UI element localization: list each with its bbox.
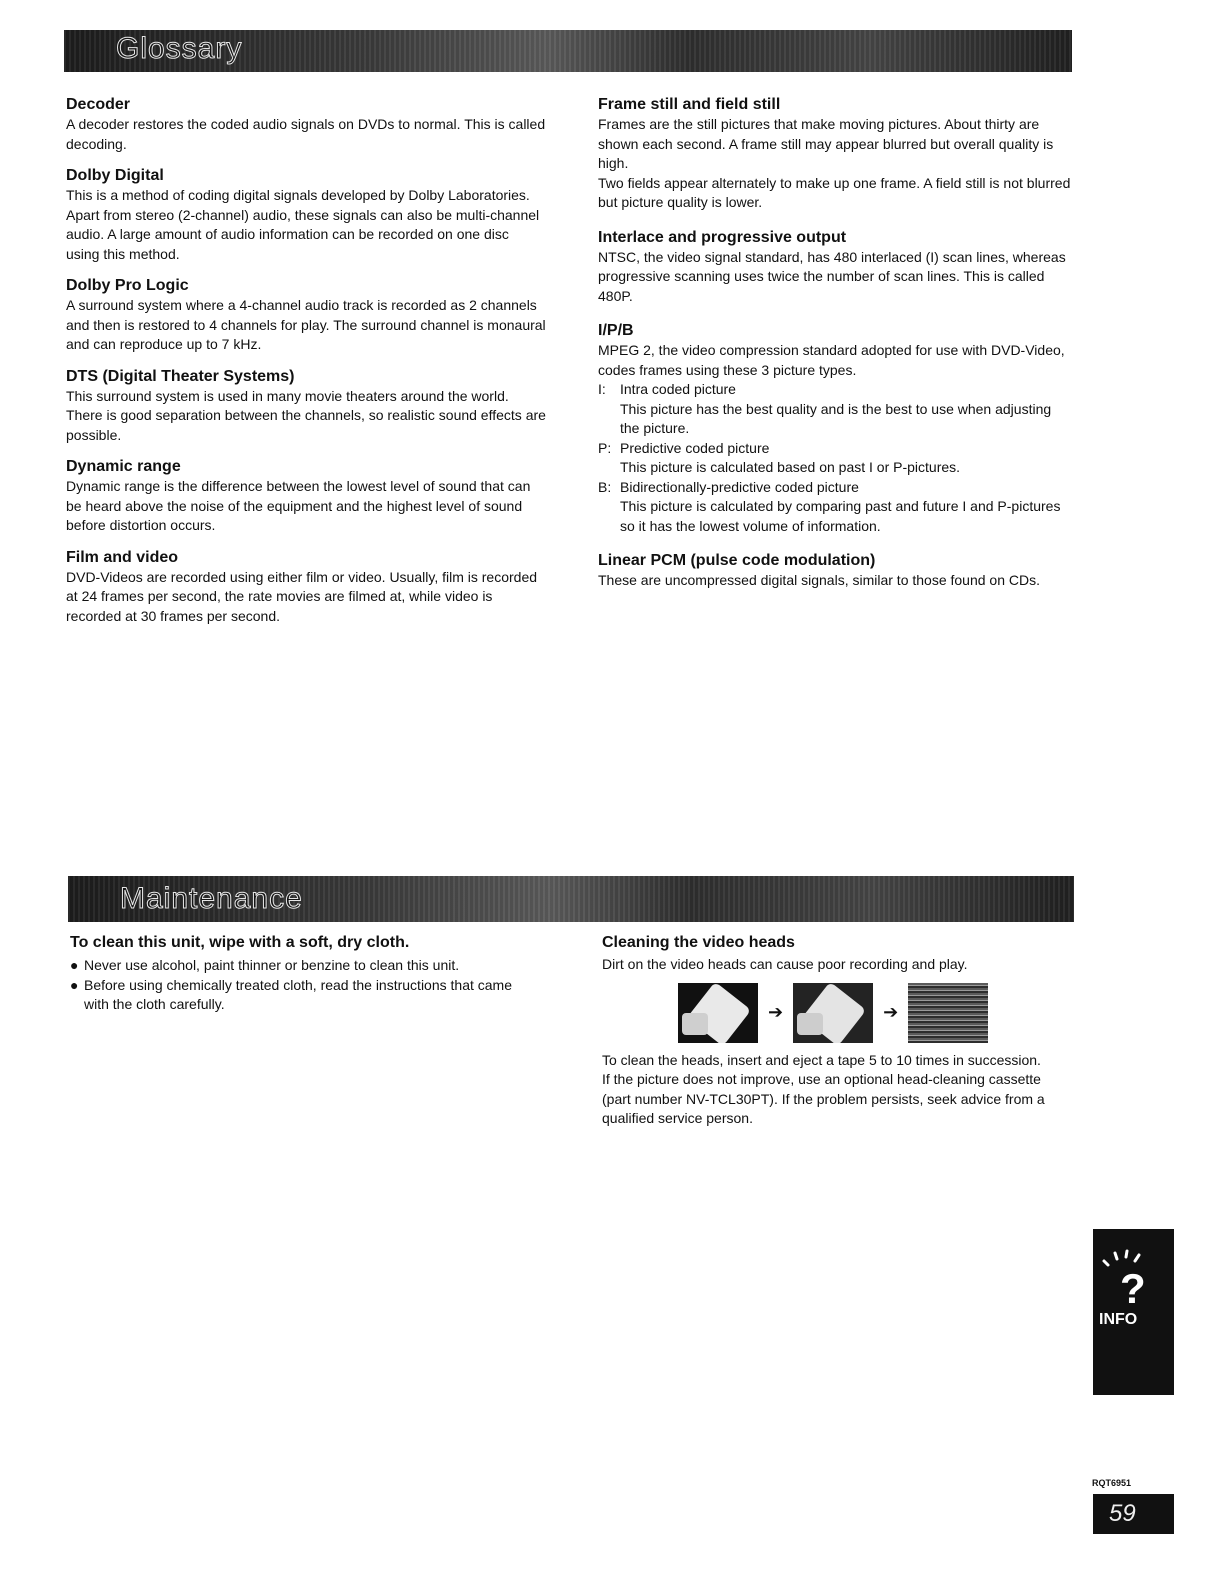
noisy-picture-image xyxy=(908,983,988,1043)
entry-definition: A decoder restores the coded audio signals on DVDs to normal. This is called decoding. xyxy=(66,116,546,152)
entry-definition: A surround system where a 4-channel audio track is recorded as 2 channels and then is restored to 4 channels for play. The surround channel is monaural and can reproduce up to 7 kHz. xyxy=(66,297,546,352)
entry-definition: This is a method of coding digital signals developed by Dolby Laboratories. Apart from stereo (2-channel) audio, these signals can also be multi-channel audio. A large amount of audio information can be recorded on one disc using this method. xyxy=(66,187,540,262)
bullet-icon: ● xyxy=(70,976,79,993)
degraded-picture-image xyxy=(793,983,873,1043)
entry-term: Frame still and field still xyxy=(598,96,781,113)
glossary-entry-dolby-digital xyxy=(66,166,546,264)
ipb-key: B: xyxy=(598,478,612,495)
glossary-entry-film-and-video xyxy=(66,548,546,627)
entry-definition: This surround system is used in many movie theaters around the world. There is good separation between the channels, so realistic sound effects are possible. xyxy=(66,387,546,443)
ipb-name: Intra coded picture xyxy=(620,381,736,397)
question-mark-icon xyxy=(1093,1237,1174,1317)
glossary-entry-linear-pcm xyxy=(598,551,1074,591)
video-heads-intro: Dirt on the video heads can cause poor recording and play. xyxy=(602,956,968,972)
clean-unit-bullet: ● Never use alcohol, paint thinner or benzine to clean this unit. xyxy=(70,956,540,976)
maintenance-banner xyxy=(68,876,1074,922)
entry-term: DTS (Digital Theater Systems) xyxy=(66,367,295,385)
glossary-entry-decoder xyxy=(66,95,546,154)
clean-unit-bullet: ● Before using chemically treated cloth, read the instructions that came with the cloth carefully. xyxy=(70,976,512,1012)
glossary-entry-dolby-pro-logic xyxy=(66,276,546,355)
clear-picture-image xyxy=(678,983,758,1043)
glossary-right-column xyxy=(598,95,1074,591)
ipb-item-b xyxy=(598,478,1074,537)
ipb-key: P: xyxy=(598,439,612,456)
entry-term: Linear PCM (pulse code modulation) xyxy=(598,552,876,569)
entry-definition: Dynamic range is the difference between the lowest level of sound that can be heard above the noise of the equipment and the highest level of sound before distortion occurs. xyxy=(66,478,531,533)
arrow-right-icon: ➔ xyxy=(883,1002,899,1022)
glossary-banner xyxy=(64,30,1072,72)
entry-term: Dolby Pro Logic xyxy=(66,277,189,294)
entry-definition: NTSC, the video signal standard, has 480 interlaced (I) scan lines, whereas progressive scanning uses twice the number of scan lines. This is called 480P. xyxy=(598,248,1066,304)
glossary-entry-interlace xyxy=(598,228,1074,307)
entry-term: Film and video xyxy=(66,548,179,566)
ipb-name: Bidirectionally-predictive coded picture xyxy=(620,478,859,495)
info-label: INFO xyxy=(1099,1311,1138,1328)
ipb-item-p xyxy=(598,439,1074,478)
svg-text:?: ? xyxy=(1120,1265,1146,1312)
maintenance-title: Maintenance xyxy=(120,882,303,915)
video-heads-heading: Cleaning the video heads xyxy=(602,934,795,951)
info-side-tab xyxy=(1093,1229,1174,1395)
entry-term: Dolby Digital xyxy=(66,167,164,184)
glossary-title: Glossary xyxy=(116,32,243,65)
ipb-key: I: xyxy=(598,381,606,397)
maintenance-right-column xyxy=(602,933,1072,1129)
ipb-desc: This picture is calculated by comparing past and future I and P-pictures so it has the lowest volume of information. xyxy=(620,498,1061,534)
glossary-left-column xyxy=(66,95,546,626)
picture-quality-illustration xyxy=(678,983,1072,1043)
entry-definition: MPEG 2, the video compression standard adopted for use with DVD-Video, codes frames using these 3 picture types. xyxy=(598,342,1065,378)
glossary-entry-frame-still xyxy=(598,95,1074,213)
entry-term: Interlace and progressive output xyxy=(598,228,847,246)
entry-definition-2: Two fields appear alternately to make up one frame. A field still is not blurred but picture quality is lower. xyxy=(598,174,1071,210)
page-number: 59 xyxy=(1093,1494,1174,1534)
glossary-entry-dynamic-range xyxy=(66,457,546,536)
glossary-entry-ipb xyxy=(598,321,1074,536)
video-heads-para-1: To clean the heads, insert and eject a tape 5 to 10 times in succession. xyxy=(602,1051,1041,1068)
glossary-entry-dts xyxy=(66,367,546,446)
ipb-item-i xyxy=(598,380,1074,439)
ipb-desc: This picture has the best quality and is the best to use when adjusting the picture. xyxy=(620,400,1052,436)
entry-definition: DVD-Videos are recorded using either film or video. Usually, film is recorded at 24 frames per second, the rate movies are filmed at, while video is recorded at 30 frames per second. xyxy=(66,568,538,624)
clean-unit-heading: To clean this unit, wipe with a soft, dry cloth. xyxy=(70,934,410,951)
entry-term: I/P/B xyxy=(598,322,634,339)
document-code: RQT6951 xyxy=(1092,1478,1132,1488)
arrow-right-icon: ➔ xyxy=(768,1002,784,1022)
entry-definition: Frames are the still pictures that make moving pictures. About thirty are shown each second. A frame still may appear blurred but overall quality is high. xyxy=(598,116,1054,171)
entry-definition: These are uncompressed digital signals, similar to those found on CDs. xyxy=(598,572,1040,588)
entry-term: Decoder xyxy=(66,96,131,113)
ipb-name: Predictive coded picture xyxy=(620,439,770,456)
entry-term: Dynamic range xyxy=(66,458,181,475)
bullet-icon: ● xyxy=(70,957,79,973)
ipb-desc: This picture is calculated based on past I or P-pictures. xyxy=(620,459,961,475)
video-heads-para-2: If the picture does not improve, use an optional head-cleaning cassette (part number NV-TCL30PT). If the problem persists, seek advice from a qualified service person. xyxy=(602,1071,1045,1126)
maintenance-left-column xyxy=(70,933,540,1015)
